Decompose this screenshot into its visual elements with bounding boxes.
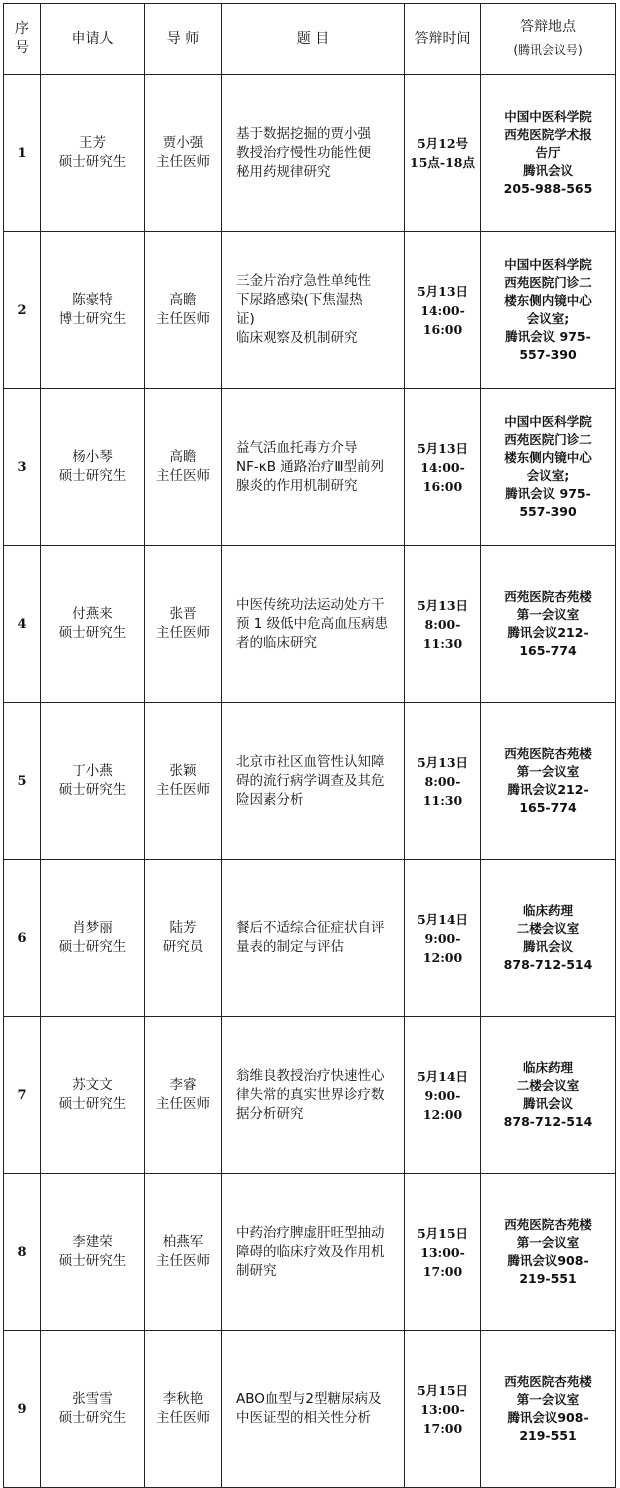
table-row xyxy=(4,1017,616,1174)
cell-time: 5月13日 14:00-16:00 xyxy=(405,389,481,546)
cell-applicant: 杨小琴 硕士研究生 xyxy=(41,389,145,546)
cell-topic: 中医传统功法运动处方干 预 1 级低中危高血压病患 者的临床研究 xyxy=(222,546,405,703)
cell-topic: 翁维良教授治疗快速性心 律失常的真实世界诊疗数 据分析研究 xyxy=(222,1017,405,1174)
table-row xyxy=(4,703,616,860)
cell-applicant: 苏文文 硕士研究生 xyxy=(41,1017,145,1174)
cell-num: 1 xyxy=(4,75,41,232)
cell-topic: 餐后不适综合征症状自评 量表的制定与评估 xyxy=(222,860,405,1017)
cell-location: 中国中医科学院 西苑医院学术报 告厅 腾讯会议 205-988-565 xyxy=(481,75,616,232)
cell-time: 5月14日 9:00-12:00 xyxy=(405,860,481,1017)
table-row xyxy=(4,860,616,1017)
cell-location: 临床药理 二楼会议室 腾讯会议 878-712-514 xyxy=(481,1017,616,1174)
cell-time: 5月15日 13:00-17:00 xyxy=(405,1331,481,1488)
cell-advisor: 陆芳 研究员 xyxy=(145,860,222,1017)
cell-location: 西苑医院杏苑楼 第一会议室 腾讯会议908- 219-551 xyxy=(481,1331,616,1488)
cell-num: 2 xyxy=(4,232,41,389)
cell-location: 西苑医院杏苑楼 第一会议室 腾讯会议212- 165-774 xyxy=(481,546,616,703)
cell-advisor: 李秋艳 主任医师 xyxy=(145,1331,222,1488)
cell-location: 临床药理 二楼会议室 腾讯会议 878-712-514 xyxy=(481,860,616,1017)
table-row xyxy=(4,75,616,232)
cell-applicant: 陈豪特 博士研究生 xyxy=(41,232,145,389)
cell-applicant: 付燕来 硕士研究生 xyxy=(41,546,145,703)
cell-num: 4 xyxy=(4,546,41,703)
cell-advisor: 张颖 主任医师 xyxy=(145,703,222,860)
header-num: 序 号 xyxy=(4,4,41,75)
cell-advisor: 李睿 主任医师 xyxy=(145,1017,222,1174)
cell-advisor: 贾小强 主任医师 xyxy=(145,75,222,232)
cell-num: 7 xyxy=(4,1017,41,1174)
cell-topic: 益气活血托毒方介导 NF-κB 通路治疗Ⅲ型前列 腺炎的作用机制研究 xyxy=(222,389,405,546)
cell-time: 5月13日 14:00-16:00 xyxy=(405,232,481,389)
cell-topic: 基于数据挖掘的贾小强 教授治疗慢性功能性便 秘用药规律研究 xyxy=(222,75,405,232)
cell-topic: 三金片治疗急性单纯性 下尿路感染(下焦湿热 证) 临床观察及机制研究 xyxy=(222,232,405,389)
table-row xyxy=(4,389,616,546)
cell-location: 西苑医院杏苑楼 第一会议室 腾讯会议212- 165-774 xyxy=(481,703,616,860)
table-row xyxy=(4,546,616,703)
cell-location: 西苑医院杏苑楼 第一会议室 腾讯会议908- 219-551 xyxy=(481,1174,616,1331)
cell-advisor: 张晋 主任医师 xyxy=(145,546,222,703)
cell-topic: 中药治疗脾虚肝旺型抽动 障碍的临床疗效及作用机 制研究 xyxy=(222,1174,405,1331)
cell-time: 5月15日 13:00-17:00 xyxy=(405,1174,481,1331)
cell-advisor: 柏燕军 主任医师 xyxy=(145,1174,222,1331)
cell-num: 3 xyxy=(4,389,41,546)
cell-advisor: 高瞻 主任医师 xyxy=(145,232,222,389)
cell-time: 5月12号 15点-18点 xyxy=(405,75,481,232)
cell-topic: ABO血型与2型糖尿病及 中医证型的相关性分析 xyxy=(222,1331,405,1488)
cell-topic: 北京市社区血管性认知障 碍的流行病学调查及其危 险因素分析 xyxy=(222,703,405,860)
table-row xyxy=(4,1331,616,1488)
cell-applicant: 张雪雪 硕士研究生 xyxy=(41,1331,145,1488)
cell-location: 中国中医科学院 西苑医院门诊二 楼东侧内镜中心 会议室; 腾讯会议 975- 557-390 xyxy=(481,232,616,389)
header-time: 答辩时间 xyxy=(405,4,481,75)
header-advisor: 导 师 xyxy=(145,4,222,75)
header-location: 答辩地点 (腾讯会议号) xyxy=(481,4,616,75)
cell-applicant: 丁小燕 硕士研究生 xyxy=(41,703,145,860)
table-row xyxy=(4,232,616,389)
cell-applicant: 肖梦丽 硕士研究生 xyxy=(41,860,145,1017)
cell-applicant: 王芳 硕士研究生 xyxy=(41,75,145,232)
cell-time: 5月14日 9:00-12:00 xyxy=(405,1017,481,1174)
cell-num: 9 xyxy=(4,1331,41,1488)
cell-time: 5月13日 8:00-11:30 xyxy=(405,546,481,703)
cell-num: 8 xyxy=(4,1174,41,1331)
defense-schedule-table xyxy=(3,3,616,1488)
table-row xyxy=(4,1174,616,1331)
cell-num: 5 xyxy=(4,703,41,860)
cell-time: 5月13日 8:00-11:30 xyxy=(405,703,481,860)
cell-location: 中国中医科学院 西苑医院门诊二 楼东侧内镜中心 会议室; 腾讯会议 975- 557-390 xyxy=(481,389,616,546)
cell-applicant: 李建荣 硕士研究生 xyxy=(41,1174,145,1331)
cell-num: 6 xyxy=(4,860,41,1017)
header-topic: 题 目 xyxy=(222,4,405,75)
table-header-row xyxy=(4,4,616,75)
cell-advisor: 高瞻 主任医师 xyxy=(145,389,222,546)
header-applicant: 申请人 xyxy=(41,4,145,75)
